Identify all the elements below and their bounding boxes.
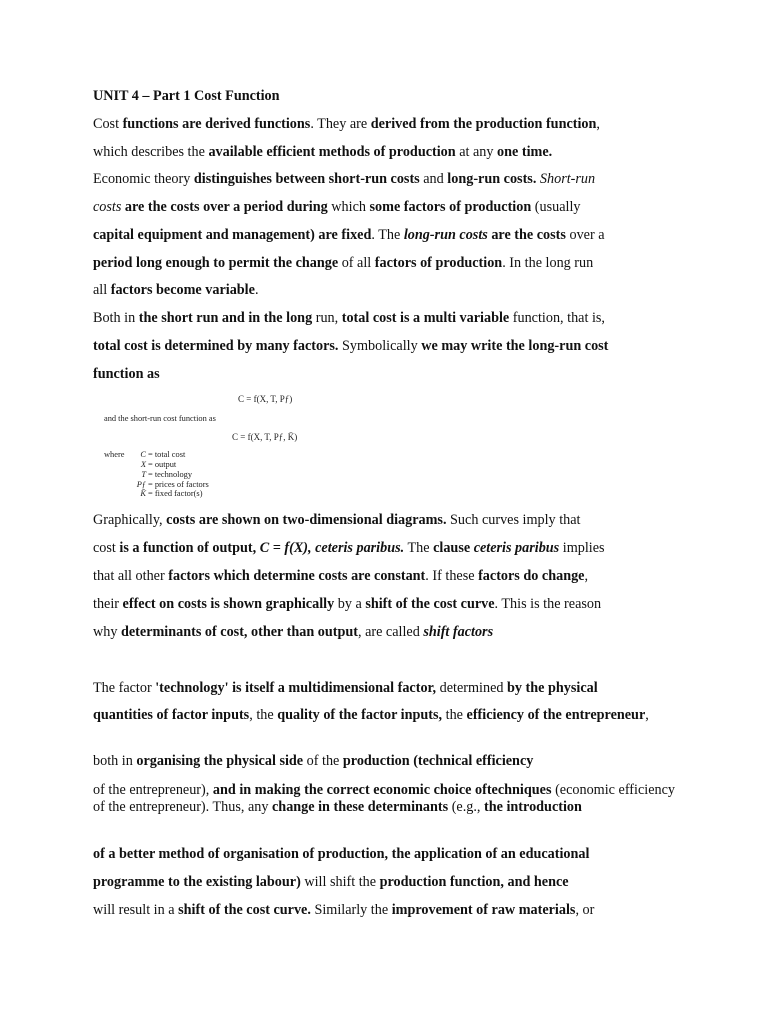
paragraph-line (93, 199, 581, 216)
text-run: long-run costs. (447, 171, 537, 187)
text-run: factors of production (374, 255, 503, 271)
text-run: production (technical efficiency (342, 753, 534, 769)
text-run: , (596, 116, 600, 132)
text-run: quality of the factor inputs, (277, 707, 443, 723)
text-run: factors which determine costs are constant (168, 568, 426, 584)
text-run: available efficient methods of production (208, 144, 456, 160)
text-run: implies (559, 540, 605, 556)
short-run-equation: C = f(X, T, Pƒ, K̄) (232, 432, 298, 442)
paragraph-line (93, 596, 601, 613)
text-run: which (327, 199, 370, 215)
text-run: are the costs (487, 227, 566, 243)
text-run: distinguishes between short-run costs (193, 171, 420, 187)
paragraph-line (93, 338, 608, 355)
text-run: the (442, 707, 467, 723)
text-run: run, (312, 310, 342, 326)
paragraph-line (93, 512, 580, 529)
text-run: of the entrepreneur), (93, 782, 213, 798)
text-run: that all other (93, 568, 169, 584)
text-run: functions are derived functions (122, 116, 311, 132)
paragraph-line (93, 874, 569, 891)
text-run: by a (334, 596, 366, 612)
text-run: shift factors (423, 624, 494, 640)
paragraph-line (93, 255, 593, 272)
text-run: total cost is a multi variable (341, 310, 510, 326)
paragraph-line (93, 540, 605, 557)
text-run: function, that is, (509, 310, 605, 326)
text-run: organising the physical side (136, 753, 304, 769)
text-run: factors do change (478, 568, 585, 584)
text-run: (usually (531, 199, 581, 215)
paragraph-line (93, 282, 258, 299)
paragraph-line (93, 310, 605, 327)
text-run: over a (565, 227, 605, 243)
text-run: factors become variable (110, 282, 255, 298)
paragraph-line (93, 227, 605, 244)
text-run: of the (303, 753, 343, 769)
text-run: some factors of production (369, 199, 532, 215)
text-run: change in these determinants (272, 799, 449, 815)
text-run: . In the long run (502, 255, 594, 271)
text-run: 'technology' is itself a multidimensional factor, (155, 680, 437, 696)
text-run: of all (338, 255, 375, 271)
where-label: where (104, 450, 125, 459)
long-run-equation: C = f(X, T, Pƒ) (238, 394, 293, 404)
paragraph-line (93, 707, 675, 724)
text-run: . If these (425, 568, 479, 584)
text-run: by the physical (507, 680, 598, 696)
text-run: are the costs over a period during (121, 199, 328, 215)
text-run: capital equipment and management) are fixed (93, 227, 372, 243)
text-run: C = f(X), ceteris paribus. (259, 540, 405, 556)
text-run: , or (575, 902, 595, 918)
paragraph-line (93, 753, 533, 770)
text-run: determinants of cost, other than output (120, 624, 358, 640)
text-run: the short run and in the long (138, 310, 313, 326)
text-run: costs are shown on two-dimensional diagrams. (166, 512, 447, 528)
document-title: UNIT 4 – Part 1 Cost Function (93, 88, 280, 104)
text-run: Symbolically (338, 338, 422, 354)
text-run: Similarly the (310, 902, 392, 918)
text-run: and in making the correct economic choice oftechniques (212, 782, 552, 798)
text-run: , are called (357, 624, 424, 640)
text-run: (e.g., (448, 799, 485, 815)
text-run: total cost is determined by many factors. (93, 338, 339, 354)
text-run: will shift the (300, 874, 380, 890)
text-run: at any (455, 144, 498, 160)
text-run: (economic efficiency of the entrepreneur). Thus, any (93, 782, 675, 815)
text-run: which describes the (93, 144, 209, 160)
text-run: both in (93, 753, 137, 769)
text-run: the introduction (484, 799, 582, 815)
text-run: . This is the reason (494, 596, 602, 612)
text-run: production function, and hence (379, 874, 569, 890)
text-run: programme to the existing labour) (93, 874, 301, 890)
paragraph-line (93, 624, 493, 641)
paragraph-line (93, 144, 552, 161)
text-run: Both in (93, 310, 139, 326)
text-run: function as (93, 366, 160, 382)
paragraph-line (93, 568, 588, 585)
text-run: Short-run (539, 171, 596, 187)
text-run: long-run costs (403, 227, 488, 243)
text-run: , the (249, 707, 278, 723)
text-run: . (254, 282, 259, 298)
text-run: improvement of raw materials (391, 902, 576, 918)
text-run: shift of the cost curve (365, 596, 495, 612)
text-run: why (93, 624, 121, 640)
text-run: The factor (93, 680, 156, 696)
text-run: all (93, 282, 111, 298)
text-run: period long enough to permit the change (93, 255, 339, 271)
text-run: cost (93, 540, 120, 556)
text-run: is a function of output, (119, 540, 260, 556)
paragraph-line (93, 366, 160, 383)
text-run: quantities of factor inputs (93, 707, 250, 723)
text-run: costs (93, 199, 122, 215)
text-run: of a better method of organisation of production, the application of an educational (93, 846, 590, 862)
text-run: Cost (93, 116, 123, 132)
text-run: Economic theory (93, 171, 194, 187)
text-run: The (404, 540, 434, 556)
text-run: we may write the long-run cost (421, 338, 609, 354)
text-run: . The (371, 227, 404, 243)
cost-function-formula-image: C = f(X, T, Pƒ) and the short-run cost function as C = f(X, T, Pƒ, K̄) where C = total cost X = output T = technology Pƒ = prices of factors K̄ = fixed factor(s) (104, 394, 298, 498)
text-run: . They are (310, 116, 371, 132)
text-run: Such curves imply that (446, 512, 581, 528)
text-run: , (584, 568, 589, 584)
short-run-label: and the short-run cost function as (104, 414, 216, 423)
text-run: determined (436, 680, 508, 696)
text-run: ceteris paribus (473, 540, 560, 556)
text-run: Graphically, (93, 512, 167, 528)
text-run: efficiency of the entrepreneur (466, 707, 646, 723)
text-run: will result in a (93, 902, 179, 918)
paragraph-line (93, 846, 589, 863)
paragraph-line (93, 116, 600, 133)
text-run: their (93, 596, 123, 612)
text-run: shift of the cost curve. (178, 902, 311, 918)
paragraph-line (93, 902, 594, 919)
text-run: , (645, 707, 649, 723)
text-run: one time. (497, 144, 553, 160)
text-run: derived from the production function (370, 116, 597, 132)
text-run: clause (433, 540, 471, 556)
paragraph-line (93, 782, 675, 816)
text-run: and (419, 171, 448, 187)
text-run: effect on costs is shown graphically (122, 596, 335, 612)
paragraph-line (93, 171, 595, 188)
paragraph-line (93, 680, 598, 697)
